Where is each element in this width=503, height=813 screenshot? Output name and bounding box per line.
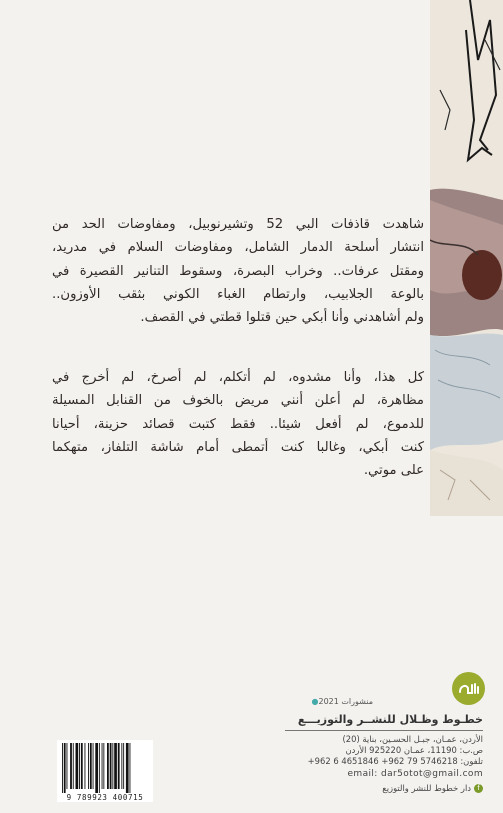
blurb-line: للدموع، لم أفعل شيئا.. فقط كتبت قصائد حزينة، أحيانا [52, 416, 424, 432]
edition-label: منشورات 2021● [311, 697, 373, 706]
barcode-bar [76, 743, 79, 789]
barcode-bar [126, 743, 129, 793]
blurb-line: على موتي. [363, 463, 424, 479]
barcode-bar [81, 743, 83, 789]
barcode-bar [79, 743, 80, 789]
barcode-bar [123, 743, 124, 789]
barcode-bar [95, 743, 98, 793]
facebook-label: دار خطوط للنشر والتوزيع [382, 783, 471, 793]
barcode-bar [118, 743, 120, 789]
blurb-line: مظاهرة، لم أعلن أنني مريض بالخوف من القنابل المسيلة [52, 393, 424, 409]
barcode-bar [93, 743, 94, 789]
publisher-name: خطـوط وظـلال للنشــر والتوزيـــع [297, 713, 483, 726]
barcode-bar [107, 743, 109, 789]
divider [285, 730, 483, 731]
barcode-bar [62, 743, 63, 793]
barcode-bar [67, 743, 68, 789]
blurb-line: كنت أبكي، وغالبا كنت أتمطى أمام شاشة التلفاز، متهكما [52, 439, 424, 455]
blurb-line: شاهدت قاذفات البي 52 وتشيرنوبيل، ومفاوضات الحد من [52, 217, 424, 232]
blurb-paragraph-2 [52, 366, 424, 482]
barcode-bars [60, 743, 150, 793]
blurb-line: كل هذا، وأنا مشدوه، لم أتكلم، لم أصرخ، لم أخرج في [52, 370, 424, 385]
barcode-bar [85, 743, 86, 789]
facebook-icon: f [474, 784, 483, 793]
publisher-facebook[interactable] [382, 783, 483, 793]
barcode-bar [121, 743, 122, 789]
blurb-line: ولم أشاهدني وأنا أبكي حين قتلوا قطتي في القصف. [140, 310, 424, 326]
blurb-paragraph-1 [52, 213, 424, 329]
barcode-bar [88, 743, 89, 789]
barcode-bar [112, 743, 113, 789]
barcode-bar [90, 743, 92, 789]
barcode-bar [102, 743, 103, 789]
barcode-bar [73, 743, 74, 789]
isbn-barcode [57, 740, 153, 802]
barcode-bar [99, 743, 100, 793]
publisher-email[interactable]: email: dar5otot@gmail.com [347, 769, 483, 779]
barcode-number: 9 789923 400715 [66, 793, 144, 802]
publisher-address: الأردن، عمـان، جبـل الحسـين، بناية (20) [342, 734, 483, 744]
blurb-line: بالوعة الجلابيب، وارتطام الغباء الكوني بثقب الأوزون.. [52, 286, 424, 302]
barcode-bar [130, 743, 131, 793]
blurb-line: ومقتل عرفات.. وخراب البصرة، وسقوط التنانير القصيرة في [52, 263, 424, 279]
barcode-bar [70, 743, 72, 789]
publisher-logo [452, 672, 485, 705]
barcode-bar [114, 743, 117, 789]
cover-artwork [430, 0, 503, 516]
barcode-bar [64, 743, 66, 793]
publisher-po-box: ص.ب: 11190، عمـان 925220 الأردن [345, 745, 483, 755]
blurb-line: انتشار أسلحة الدمار الشامل، ومفاوضات السلام في مدريد، [52, 240, 424, 256]
barcode-bar [110, 743, 112, 789]
barcode-bar [103, 743, 104, 789]
publisher-phone: تلفون: 5746218 79 962+ 4651846 6 962+ [307, 756, 483, 766]
